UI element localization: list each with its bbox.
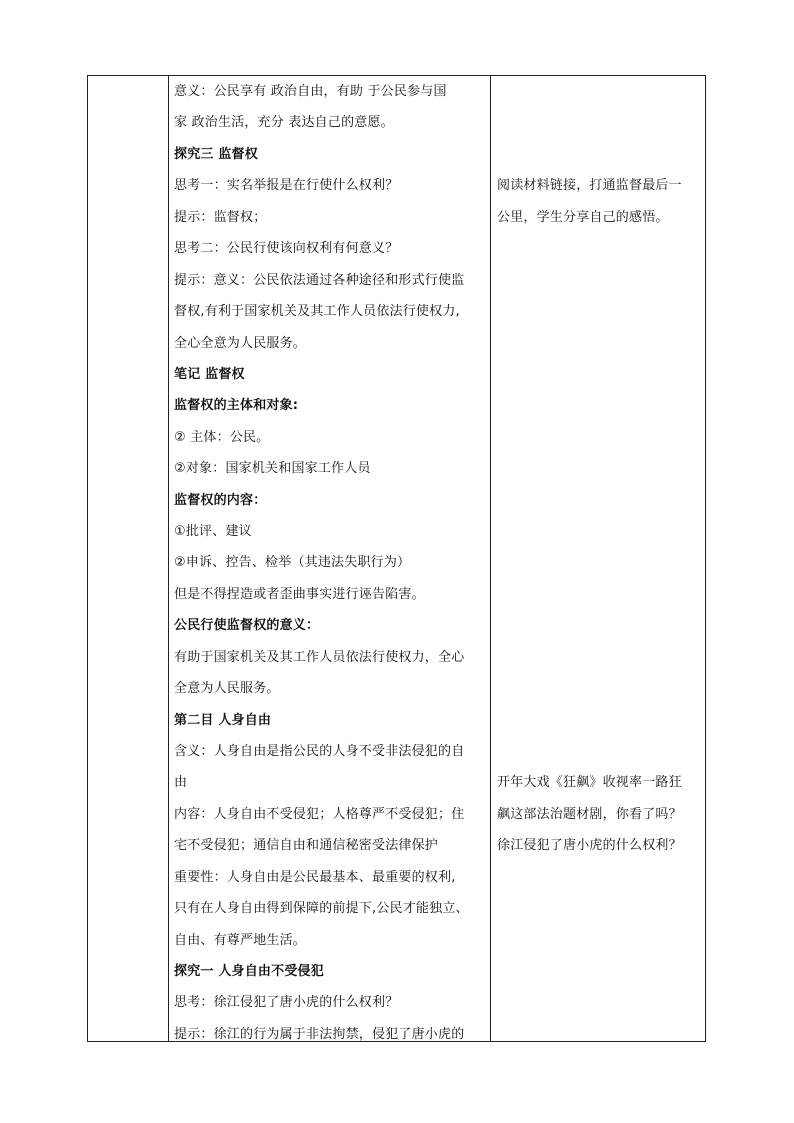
section-heading: 笔记 监督权 xyxy=(174,367,245,382)
content-line: 思考二：公民行使该向权利有何意义？ xyxy=(174,241,399,256)
content-line: 有助于国家机关及其工作人员依法行使权力，全心 xyxy=(174,650,465,665)
column-divider-right xyxy=(490,76,491,1041)
content-line: 意义：公民享有 政治自由，有助 于公民参与国 xyxy=(174,84,447,99)
content-line: 内容：人身自由不受侵犯；人格尊严不受侵犯；住 xyxy=(174,807,465,822)
content-line: 自由、有尊严地生活。 xyxy=(174,933,307,948)
content-line: 思考：徐江侵犯了唐小虎的什么权利？ xyxy=(174,995,399,1010)
content-line: 提示：意义：公民依法通过各种途径和形式行使监 xyxy=(174,273,465,288)
section-heading: 探究三 监督权 xyxy=(174,147,258,162)
content-line: ②对象：国家机关和国家工作人员 xyxy=(174,461,371,476)
content-line: 全心全意为人民服务。 xyxy=(174,336,307,351)
content-line: 宅不受侵犯；通信自由和通信秘密受法律保护 xyxy=(174,838,439,853)
content-line: ②申诉、控告、检举（其违法失职行为） xyxy=(174,555,411,570)
lesson-table xyxy=(87,75,706,1042)
content-line: 公民行使监督权的意义： xyxy=(174,618,320,633)
content-line: 提示：徐江的行为属于非法拘禁，侵犯了唐小虎的 xyxy=(174,1027,465,1042)
activity-line: 开年大戏《狂飙》收视率一路狂 xyxy=(497,775,682,790)
content-line: 由 xyxy=(174,775,188,790)
content-line: 思考一：实名举报是在行使什么权利？ xyxy=(174,178,399,193)
section-heading: 探究一 人身自由不受侵犯 xyxy=(174,964,324,979)
content-line: 家 政治生活，充分 表达自己的意愿。 xyxy=(174,115,394,130)
activity-line: 公里，学生分享自己的感悟。 xyxy=(497,210,669,225)
content-line: ①批评、建议 xyxy=(174,524,252,539)
section-heading: 第二目 人身自由 xyxy=(174,713,272,728)
content-line: 但是不得捏造或者歪曲事实进行诬告陷害。 xyxy=(174,587,425,602)
column-divider-left xyxy=(168,76,169,1041)
activity-line: 飙这部法治题材剧，你看了吗？ xyxy=(497,807,682,822)
content-line: ② 主体：公民。 xyxy=(174,430,270,445)
content-line: 督权,有利于国家机关及其工作人员依法行使权力, xyxy=(174,304,460,319)
content-line: 提示：监督权； xyxy=(174,210,267,225)
content-line: 重要性：人身自由是公民最基本、最重要的权利, xyxy=(174,870,456,885)
content-line: 只有在人身自由得到保障的前提下,公民才能独立、 xyxy=(174,901,469,916)
activity-line: 阅读材料链接，打通监督最后一 xyxy=(497,178,682,193)
content-line: 全意为人民服务。 xyxy=(174,681,280,696)
content-line: 监督权的内容： xyxy=(174,493,267,508)
content-line: 含义：人身自由是指公民的人身不受非法侵犯的自 xyxy=(174,744,465,759)
content-line: 监督权的主体和对象: xyxy=(174,398,299,413)
activity-line: 徐江侵犯了唐小虎的什么权利？ xyxy=(497,838,682,853)
